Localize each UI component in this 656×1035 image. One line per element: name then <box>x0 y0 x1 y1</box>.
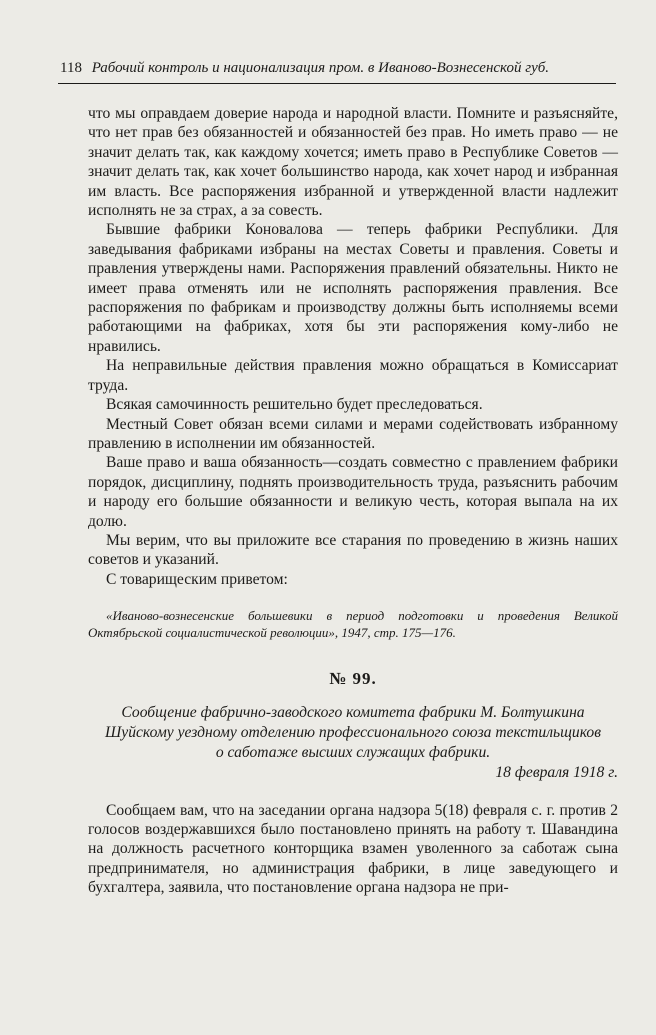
paragraph: Всякая самочинность решительно будет преследоваться. <box>106 396 483 414</box>
page-body <box>88 104 618 898</box>
closing-line: С товарищеским приветом: <box>106 570 288 588</box>
paragraph: что мы оправдаем доверие народа и народной власти. Помните и разъясняйте, что нет прав без обязанностей и обязанностей без прав. Но иметь право — не значит делать так, как каждому хочется; иметь право в Республике Советов — значит делать так, как хочет большинство народа, как хочет народ и избранная им власть. Все распоряжения избранной и утвержденной власти надлежит исполнять не за страх, а за совесть. <box>88 105 618 220</box>
header-rule <box>58 83 616 84</box>
document-date: 18 февраля 1918 г. <box>495 763 618 781</box>
running-header <box>60 58 616 78</box>
paragraph: Местный Совет обязан всеми силами и мерами содействовать избранному правлению в исполнении им обязанностей. <box>88 415 618 452</box>
document-title: Сообщение фабрично-заводского комитета фабрики М. Болтушкина Шуйскому уездному отделению профессионального союза текстильщиков о саботаже высших служащих фабрики. <box>105 703 601 761</box>
source-citation: «Иваново-вознесенские большевики в период подготовки и проведения Великой Октябрьской социалистической революции», 1947, стр. 175—176. <box>88 608 618 640</box>
document-number: № 99. <box>329 669 377 689</box>
spacer <box>88 783 618 801</box>
paragraph: Ваше право и ваша обязанность—создать совместно с правлением фабрики порядок, дисциплину, поднять производительность труда, разъяснить рабочим и народу его большие обязанности и великую честь, которая выпала на их долю. <box>88 454 618 530</box>
paragraph: На неправильные действия правления можно обращаться в Комиссариат труда. <box>88 357 618 394</box>
paragraph: Бывшие фабрики Коновалова — теперь фабрики Республики. Для заведывания фабриками избраны на местах Советы и правления. Советы и правления утверждены нами. Распоряжения правлений обязательны. Никто не имеет права отменять или не исполнять распоряжения правления. Все распоряжения по фабрикам и производству должны быть исполняемы всеми работающими на фабриках, хотя бы эти распоряжения кому-либо не нравились. <box>88 221 618 355</box>
page-number: 118 <box>60 60 82 76</box>
document-text: Сообщаем вам, что на заседании органа надзора 5(18) февраля с. г. против 2 голосов воздержавшихся было постановлено принять на работу т. Шавандина на должность расчетного конторщика взамен уволенного за саботаж сына предпринимателя, но администрация фабрики, в лице заведующего и бухгалтера, заявила, что постановление органа надзора не при- <box>88 801 618 897</box>
paragraph: Мы верим, что вы приложите все старания по проведению в жизнь наших советов и указаний. <box>88 531 618 569</box>
running-title: Рабочий контроль и национализация пром. в Иваново-Вознесенской губ. <box>91 60 550 76</box>
